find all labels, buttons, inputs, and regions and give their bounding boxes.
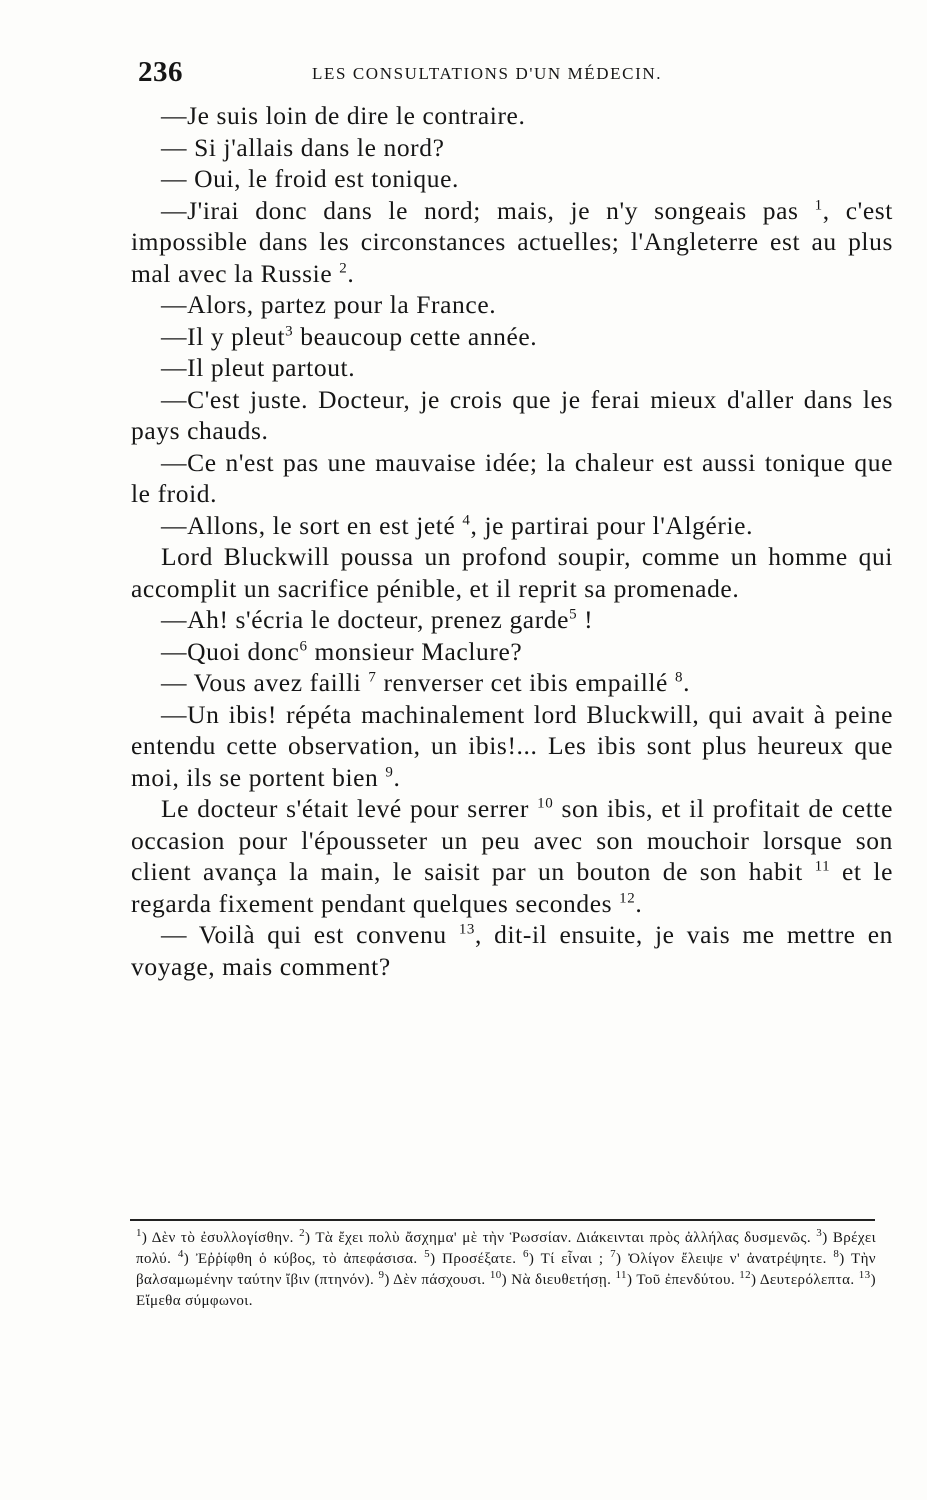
footnote-paren: ) (501, 1272, 512, 1288)
footnote (424, 1248, 517, 1267)
paragraph-text: . (683, 668, 691, 697)
paragraph (131, 132, 893, 164)
footnote (615, 1269, 735, 1288)
paragraph (131, 604, 893, 636)
paragraph-text: —Alors, partez pour la France. (161, 290, 497, 319)
footnote (136, 1227, 294, 1246)
running-head: LES CONSULTATIONS D'UN MÉDECIN. (312, 64, 663, 83)
paragraph-text: , c'est impossible dans les circonstances actuelles; l'Angleterre est au plus mal avec la Russie (131, 195, 893, 288)
footnote-mark: 9 (378, 1269, 385, 1281)
paragraph (131, 384, 893, 447)
paragraph-text: Lord Bluckwill poussa un profond soupir, comme un homme qui accomplit un sacrifice pénible, et il reprit sa promenade. (131, 542, 893, 603)
footnote-paren: ) (528, 1251, 541, 1267)
footnote-ref: 3 (285, 323, 294, 339)
footnote-paren: ) (839, 1251, 851, 1267)
paragraph-text: —C'est juste. Docteur, je crois que je ferai mieux d'aller dans les pays chauds. (131, 384, 893, 445)
footnote-mark: 11 (615, 1269, 627, 1281)
footnote-mark: 6 (523, 1248, 529, 1260)
footnote-ref: 5 (569, 606, 578, 623)
paragraph (131, 636, 893, 668)
footnote-text: Ἐῤῥίφθη ὁ κύβος, τὸ ἀπεφάσισα. (195, 1251, 418, 1267)
footnote-paren: ) (430, 1251, 443, 1267)
footnote-mark: 5 (424, 1248, 431, 1260)
page-header (132, 56, 892, 90)
footnote-text: Δευτερόλεπτα. (759, 1272, 855, 1288)
footnote-paren: ) (870, 1272, 876, 1288)
paragraph-text: , je partirai pour l'Algérie. (470, 510, 754, 540)
footnote-mark: 1 (136, 1227, 142, 1239)
footnote-ref: 9 (385, 764, 394, 780)
paragraph-text: Le docteur s'était levé pour serrer (161, 794, 538, 823)
footnote-mark: 10 (489, 1269, 502, 1281)
footnote-ref: 4 (462, 512, 471, 528)
paragraph (131, 699, 893, 794)
footnote (177, 1248, 418, 1267)
footnote (739, 1269, 855, 1288)
footnote-ref: 8 (674, 669, 684, 686)
footnote-mark: 2 (299, 1227, 305, 1239)
paragraph-text: —Je suis loin de dire le contraire. (161, 101, 526, 130)
footnote-ref: 7 (368, 669, 377, 686)
paragraph-text: son ibis, et il profitait de cette occasion pour l'épousseter un peu avec son mouchoir lorsque son client avança la main, le saisit par un bouton de son habit (131, 794, 893, 886)
paragraph (131, 100, 893, 132)
footnote-text: Προσέξατε. (442, 1251, 517, 1267)
paragraph-text: — Si j'allais dans le nord? (161, 132, 445, 162)
footnote-ref: 11 (814, 858, 831, 875)
footnote-paren: ) (141, 1230, 152, 1246)
footnote-ref: 2 (339, 260, 348, 276)
footnote (523, 1248, 604, 1267)
paragraph-text: ! (577, 605, 594, 634)
footnote-text: Τὰ ἔχει πολὺ ἄσχημα' μὲ τὴν Ῥωσσίαν. Διάκεινται πρὸς ἀλλήλας δυσμενῶς. (315, 1230, 812, 1246)
footnote-text: Τοῦ ἐπενδύτου. (636, 1272, 735, 1288)
footnote (299, 1227, 812, 1246)
paragraph-text: , dit-il ensuite, je vais me mettre en voyage, mais comment? (131, 920, 893, 981)
paragraph-text: . (393, 762, 401, 792)
paragraph-text: —Ah! s'écria le docteur, prenez garde (161, 605, 570, 634)
paragraph (131, 163, 893, 195)
footnote-mark: 13 (858, 1269, 871, 1281)
paragraph (131, 793, 893, 919)
paragraph (131, 447, 893, 510)
paragraph-text: beaucoup cette année. (293, 321, 538, 351)
footnote-mark: 8 (833, 1248, 840, 1260)
body-text (131, 100, 893, 982)
paragraph-text: et le regarda fixement pendant quelques secondes (131, 857, 894, 918)
paragraph-text: — Vous avez failli (161, 668, 369, 697)
footnote-text: Νὰ διευθετήσῃ. (511, 1272, 612, 1288)
paragraph-text: — Voilà qui est convenu (161, 920, 459, 949)
paragraph-text: —Ce n'est pas une mauvaise idée; la chaleur est aussi tonique que le froid. (131, 447, 893, 508)
footnote-ref: 6 (299, 638, 308, 654)
paragraph-text: —Allons, le sort en est jeté (161, 510, 463, 540)
paragraph-text: — Oui, le froid est tonique. (161, 164, 459, 193)
paragraph-text: —Il pleut partout. (161, 353, 356, 382)
paragraph-text: renverser cet ibis empaillé (376, 668, 675, 697)
footnote-ref: 1 (814, 197, 823, 213)
footnote (489, 1269, 612, 1288)
paragraph (131, 667, 893, 699)
footnote-mark: 3 (816, 1227, 823, 1239)
footnote-paren: ) (822, 1230, 833, 1246)
footnote-paren: ) (384, 1272, 394, 1288)
footnote-paren: ) (304, 1230, 316, 1246)
paragraph-text: . (635, 888, 643, 918)
paragraph-text: . (347, 258, 355, 288)
paragraph-text: —Quoi donc (161, 636, 300, 666)
paragraph (131, 541, 893, 604)
footnote-paren: ) (183, 1251, 196, 1267)
page-number: 236 (138, 56, 183, 88)
footnote-mark: 7 (610, 1248, 617, 1260)
paragraph (131, 289, 893, 321)
footnote (378, 1269, 486, 1288)
footnote-mark: 4 (177, 1248, 184, 1260)
paragraph (131, 321, 893, 353)
footnote-ref: 10 (537, 795, 554, 812)
footnote-text: Τὴν βαλσαμωμένην ταύτην ἴβιν (πτηνόν). (136, 1251, 876, 1288)
paragraph-text: —Il y pleut (161, 321, 286, 351)
footnote-paren: ) (751, 1272, 760, 1288)
footnote-ref: 12 (619, 890, 636, 906)
footnote-text: Δὲν τὸ ἐσυλλογίσθην. (151, 1230, 294, 1246)
footnotes (136, 1228, 876, 1312)
paragraph-text: —Un ibis! répéta machinalement lord Bluckwill, qui avait à peine entendu cette observation, un ibis!... Les ibis sont plus heureux que moi, ils se portent bien (131, 699, 893, 792)
paragraph (131, 352, 893, 384)
paragraph (131, 919, 893, 982)
paragraph (131, 510, 893, 542)
footnote-ref: 13 (458, 921, 476, 938)
footnote-mark: 12 (739, 1269, 752, 1281)
footnote-text: Βρέχει πολύ. (136, 1230, 877, 1267)
footnote (610, 1248, 827, 1267)
footnote-text: Εἴμεθα σύμφωνοι. (136, 1293, 253, 1309)
paragraph-text: —J'irai donc dans le nord; mais, je n'y songeais pas (161, 195, 815, 225)
footnote-paren: ) (616, 1251, 629, 1267)
paragraph (131, 195, 893, 290)
footnote-text: Ὀλίγον ἔλειψε ν' ἀνατρέψητε. (628, 1251, 827, 1267)
footnote-text: Τί εἶναι ; (540, 1251, 604, 1267)
paragraph-text: monsieur Maclure? (307, 636, 523, 666)
footnote-rule (130, 1219, 875, 1221)
footnote-paren: ) (626, 1272, 637, 1288)
footnote-text: Δὲν πάσχουσι. (393, 1272, 486, 1288)
